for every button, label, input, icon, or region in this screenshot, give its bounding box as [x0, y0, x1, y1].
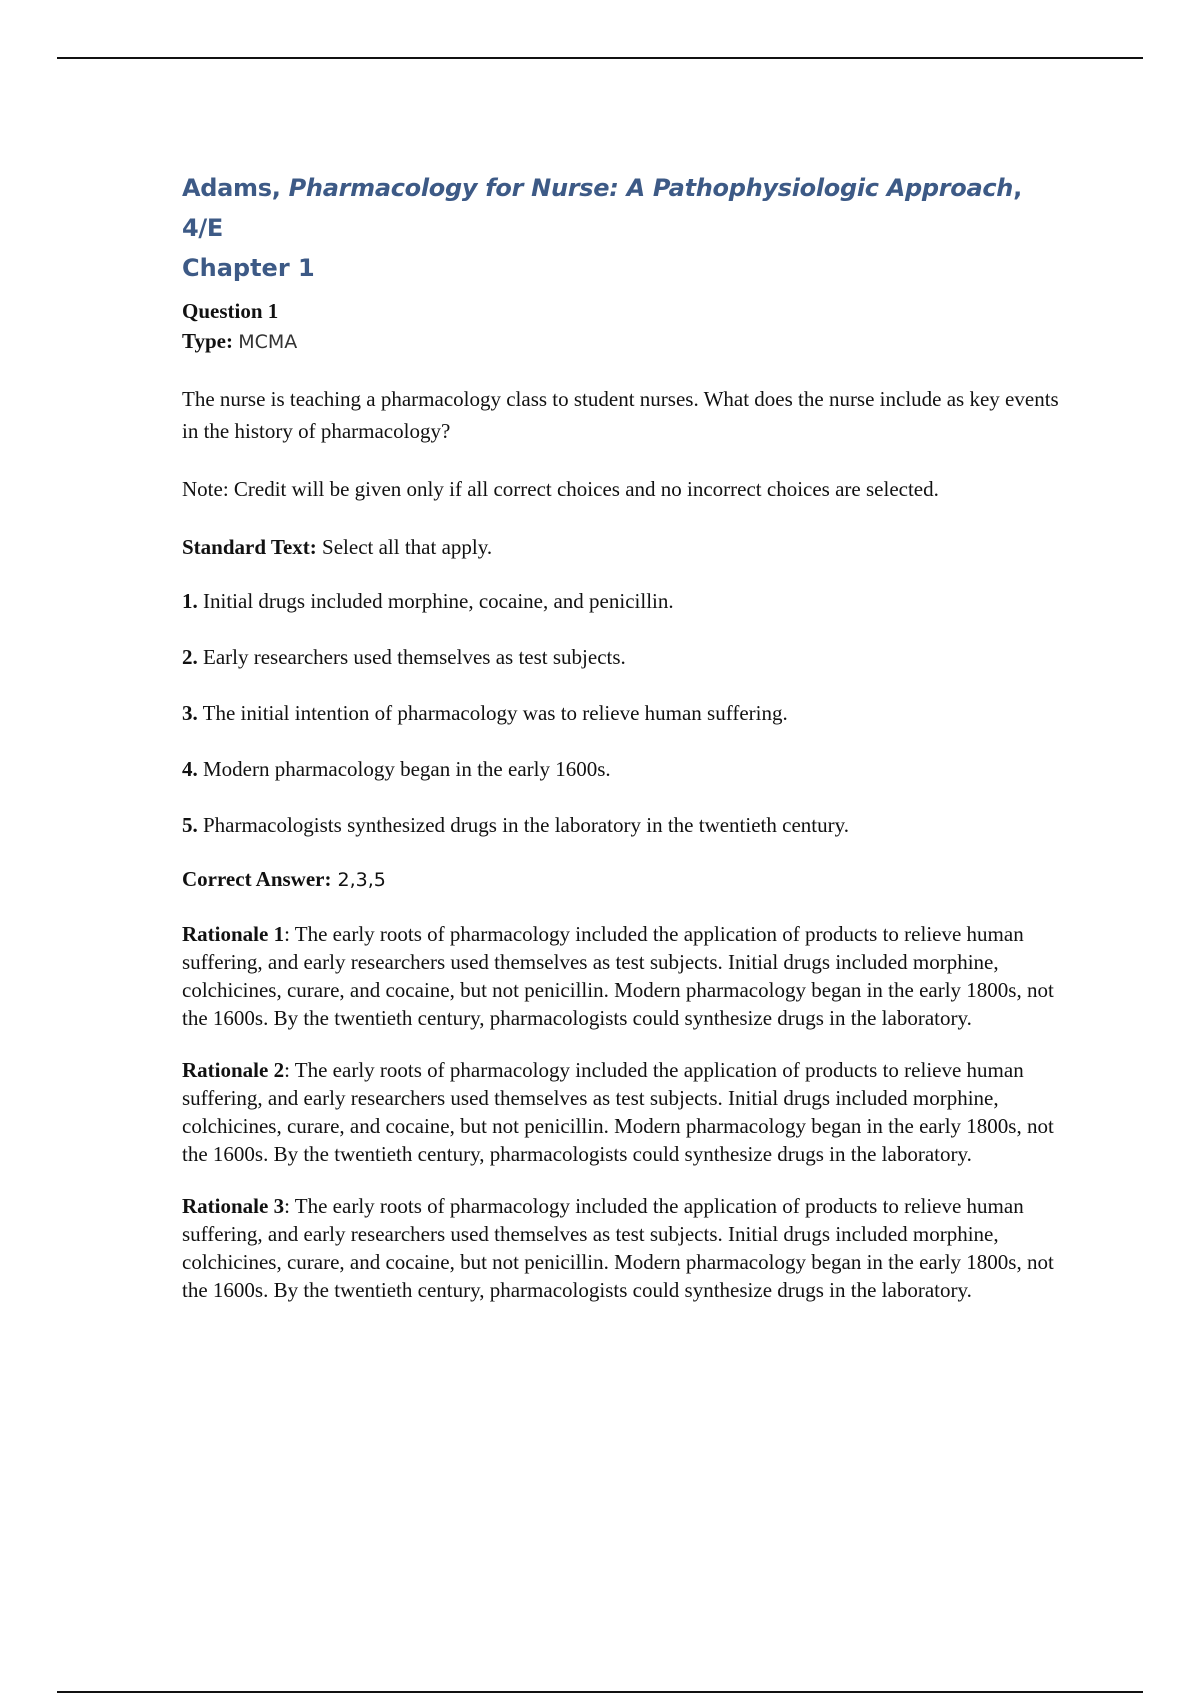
choice-text: Early researchers used themselves as test subjects.	[197, 645, 626, 669]
rationale-text: : The early roots of pharmacology included the application of products to relieve human suffering, and early researchers used themselves as test subjects. Initial drugs included morphine, colchicines, curare, and cocaine, but not penicillin. Modern pharmacology began in the early 1800s, not the 1600s. By the twentieth century, pharmacologists could synthesize drugs in the laboratory.	[182, 1194, 1054, 1302]
choice-text: Pharmacologists synthesized drugs in the laboratory in the twentieth century.	[197, 813, 849, 837]
rationale-1	[182, 920, 1062, 1032]
choice-text: Modern pharmacology began in the early 1600s.	[197, 757, 611, 781]
correct-answer-label: Correct Answer:	[182, 867, 332, 891]
book-edition: , 4/E	[182, 174, 1022, 242]
rationale-label: Rationale 1	[182, 922, 285, 946]
choice-number: 5.	[182, 813, 198, 837]
correct-answer	[182, 863, 1062, 896]
choice-number: 4.	[182, 757, 198, 781]
book-title	[182, 168, 1062, 248]
bottom-rule	[57, 1691, 1143, 1693]
rationale-2	[182, 1056, 1062, 1168]
choice-item	[182, 585, 1062, 617]
chapter-heading: Chapter 1	[182, 254, 315, 282]
choice-text: Initial drugs included morphine, cocaine, and penicillin.	[197, 589, 674, 613]
question-type	[182, 326, 1062, 357]
book-author: Adams,	[182, 174, 289, 202]
rationale-text: : The early roots of pharmacology included the application of products to relieve human suffering, and early researchers used themselves as test subjects. Initial drugs included morphine, colchicines, curare, and cocaine, but not penicillin. Modern pharmacology began in the early 1800s, not the 1600s. By the twentieth century, pharmacologists could synthesize drugs in the laboratory.	[182, 922, 1054, 1030]
choice-number: 3.	[182, 701, 198, 725]
top-rule	[57, 57, 1143, 59]
choice-item	[182, 697, 1062, 729]
question-stem: The nurse is teaching a pharmacology class to student nurses. What does the nurse include as key events in the history of pharmacology?	[182, 387, 1059, 443]
question-note: Note: Credit will be given only if all correct choices and no incorrect choices are selected.	[182, 477, 939, 501]
question-number: Question 1	[182, 299, 279, 323]
choice-item	[182, 753, 1062, 785]
choice-item	[182, 809, 1062, 841]
rationale-3	[182, 1192, 1062, 1304]
choice-item	[182, 641, 1062, 673]
standard-text	[182, 531, 1062, 563]
standard-text-label: Standard Text:	[182, 535, 317, 559]
question-type-label: Type:	[182, 329, 233, 353]
rationale-label: Rationale 2	[182, 1058, 285, 1082]
standard-text-value: Select all that apply.	[316, 535, 493, 559]
choice-number: 2.	[182, 645, 198, 669]
correct-answer-value: 2,3,5	[331, 869, 386, 891]
document-body	[182, 168, 1062, 1304]
choice-number: 1.	[182, 589, 198, 613]
question-type-value: MCMA	[238, 331, 298, 353]
rationale-label: Rationale 3	[182, 1194, 285, 1218]
book-name: Pharmacology for Nurse: A Pathophysiologic Approach	[288, 174, 1014, 202]
choice-list	[182, 585, 1062, 841]
choice-text: The initial intention of pharmacology was to relieve human suffering.	[197, 701, 788, 725]
rationale-text: : The early roots of pharmacology included the application of products to relieve human suffering, and early researchers used themselves as test subjects. Initial drugs included morphine, colchicines, curare, and cocaine, but not penicillin. Modern pharmacology began in the early 1800s, not the 1600s. By the twentieth century, pharmacologists could synthesize drugs in the laboratory.	[182, 1058, 1054, 1166]
